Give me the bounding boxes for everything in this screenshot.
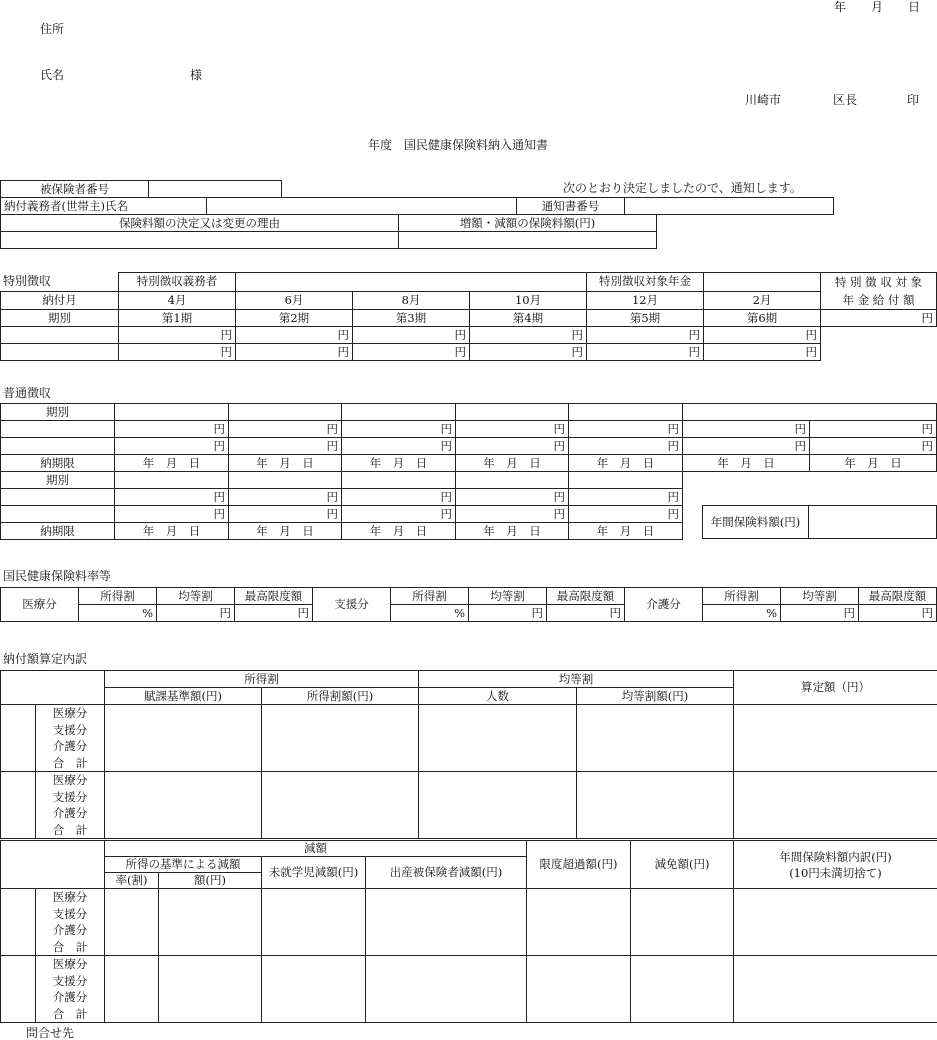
exemption-header: 減免額(円) (631, 841, 734, 889)
ordinary-period-cell[interactable] (229, 472, 342, 489)
breakdown-item-list: 医療分 支援分 介護分 合 計 (36, 772, 105, 839)
reduction-cell[interactable] (527, 889, 631, 956)
equal-rate-label: 均等割 (157, 588, 235, 605)
annual-total-table (702, 505, 937, 539)
pension-label: 特別徴収対象年金 (587, 273, 704, 292)
special-amount-cell[interactable]: 円 (704, 327, 821, 344)
rate-group-support: 支援分 (313, 588, 391, 622)
breakdown-cell[interactable] (419, 772, 577, 839)
payer-info-table (0, 197, 834, 215)
month-3: 8月 (353, 291, 470, 310)
income-rate-field[interactable]: % (391, 605, 469, 622)
reduction-cell[interactable] (105, 889, 159, 956)
maternity-reduction-header: 出産被保険者減額(円) (366, 857, 527, 889)
income-amount-header: 所得割額(円) (262, 688, 419, 705)
deadline-label: 納期限 (1, 455, 115, 472)
ordinary-amount-cell[interactable]: 円 (569, 438, 683, 455)
computed-header: 算定額（円） (734, 671, 937, 705)
reduction-cell[interactable] (159, 956, 262, 1023)
income-rate-label: 所得割 (703, 588, 781, 605)
deadline-date[interactable]: 年 月 日 (229, 523, 342, 540)
ward-chief-label: 区長 (833, 93, 858, 107)
breakdown-cell[interactable] (419, 705, 577, 772)
breakdown-row-marker (1, 705, 36, 772)
annual-pension-label: 特 別 徴 収 対 象 年 金 給 付 額 (821, 273, 937, 310)
special-period-label: 期別 (1, 310, 119, 327)
max-limit-field[interactable]: 円 (547, 605, 625, 622)
reason-label: 保険料額の決定又は変更の理由 (1, 215, 399, 232)
city-label: 川崎市 (745, 93, 782, 107)
special-amount-cell[interactable]: 円 (119, 327, 236, 344)
ordinary-amount-cell[interactable]: 円 (115, 506, 229, 523)
document-title: 年度 国民健康保険料納入通知書 (368, 138, 549, 152)
change-amount-label: 増額・減額の保険料額(円) (399, 215, 657, 232)
deadline-date[interactable]: 年 月 日 (342, 523, 456, 540)
breakdown-section-label: 納付額算定内訳 (3, 652, 88, 666)
income-rate-field[interactable]: % (703, 605, 781, 622)
assessment-base-header: 賦課基準額(円) (105, 688, 262, 705)
rate-group-care: 介護分 (625, 588, 703, 622)
ordinary-amount-cell[interactable]: 円 (342, 489, 456, 506)
ordinary-amount-cell[interactable]: 円 (115, 438, 229, 455)
period-2: 第2期 (236, 310, 353, 327)
ordinary-period-cell[interactable] (115, 404, 229, 421)
month-2: 6月 (236, 291, 353, 310)
notice-number-label: 通知書番号 (517, 198, 625, 215)
special-amount-cell[interactable]: 円 (236, 327, 353, 344)
ordinary-period-label-2: 期別 (1, 472, 115, 489)
breakdown-table-lower (0, 840, 937, 1023)
ordinary-amount-cell[interactable]: 円 (569, 506, 683, 523)
ordinary-amount-cell[interactable]: 円 (569, 421, 683, 438)
reduction-cell[interactable] (262, 956, 366, 1023)
preschool-reduction-header: 未就学児減額(円) (262, 857, 366, 889)
special-amount-cell[interactable]: 円 (470, 344, 587, 361)
deadline-date[interactable]: 年 月 日 (810, 455, 937, 472)
breakdown-cell[interactable] (262, 705, 419, 772)
period-4: 第4期 (470, 310, 587, 327)
rates-section-label: 国民健康保険料率等 (3, 569, 112, 583)
ordinary-period-cell[interactable] (683, 404, 937, 421)
special-amount-cell[interactable]: 円 (470, 327, 587, 344)
breakdown-row-marker (1, 956, 36, 1023)
deadline-date[interactable]: 年 月 日 (683, 455, 810, 472)
breakdown-cell[interactable] (105, 705, 262, 772)
special-row-label (1, 344, 119, 361)
max-limit-label: 最高限度額 (859, 588, 937, 605)
rates-table (0, 587, 937, 622)
honorific-label: 様 (190, 68, 203, 82)
obligor-field[interactable] (236, 273, 587, 292)
special-amount-cell[interactable]: 円 (587, 327, 704, 344)
breakdown-row-marker (1, 889, 36, 956)
rate-group-medical: 医療分 (1, 588, 79, 622)
date-year-label: 年 (834, 0, 847, 14)
period-5: 第5期 (587, 310, 704, 327)
deadline-date[interactable]: 年 月 日 (456, 455, 569, 472)
breakdown-cell[interactable] (734, 705, 937, 772)
income-rate-label: 所得割 (79, 588, 157, 605)
reduction-cell[interactable] (734, 956, 937, 1023)
special-row-label (1, 327, 119, 344)
ordinary-amount-cell[interactable]: 円 (342, 421, 456, 438)
deadline-label-2: 納期限 (1, 523, 115, 540)
notice-number-field[interactable] (625, 198, 834, 215)
contact-label: 問合せ先 (26, 1026, 75, 1040)
ordinary-amount-cell[interactable]: 円 (342, 438, 456, 455)
notice-message: 次のとおり決定しましたので、通知します。 (563, 181, 802, 195)
reduction-header: 減額 (105, 841, 527, 857)
ordinary-amount-cell[interactable]: 円 (456, 438, 569, 455)
deadline-date[interactable]: 年 月 日 (115, 455, 229, 472)
reduction-corner (1, 841, 105, 889)
ordinary-period-cell[interactable] (342, 472, 456, 489)
ordinary-amount-cell[interactable]: 円 (456, 489, 569, 506)
name-label: 氏名 (40, 68, 65, 82)
ordinary-period-cell[interactable] (456, 472, 569, 489)
max-limit-field[interactable]: 円 (859, 605, 937, 622)
ordinary-amount-cell[interactable]: 円 (683, 438, 810, 455)
equal-group-header: 均等割 (419, 671, 734, 688)
income-based-reduction-header: 所得の基準による減額 (105, 857, 262, 873)
ordinary-row-label (1, 421, 115, 438)
ordinary-row-label (1, 489, 115, 506)
breakdown-table-upper (0, 670, 937, 839)
insured-number-table (0, 180, 282, 198)
reduction-cell[interactable] (366, 956, 527, 1023)
ordinary-amount-cell[interactable]: 円 (456, 506, 569, 523)
month-1: 4月 (119, 291, 236, 310)
equal-rate-field[interactable]: 円 (157, 605, 235, 622)
annual-total-label: 年間保険料額(円) (703, 506, 809, 539)
ordinary-amount-cell[interactable]: 円 (229, 506, 342, 523)
special-amount-cell[interactable]: 円 (704, 344, 821, 361)
annual-breakdown-header: 年間保険料額内訳(円) (10円未満切捨て) (734, 841, 937, 889)
reduction-cell[interactable] (159, 889, 262, 956)
excess-header: 限度超過額(円) (527, 841, 631, 889)
deadline-date[interactable]: 年 月 日 (569, 455, 683, 472)
payment-month-label: 納付月 (1, 291, 119, 310)
ordinary-amount-cell[interactable]: 円 (810, 438, 937, 455)
breakdown-item-list: 医療分 支援分 介護分 合 計 (36, 889, 105, 956)
special-amount-cell[interactable]: 円 (236, 344, 353, 361)
max-limit-field[interactable]: 円 (235, 605, 313, 622)
change-amount-field[interactable] (399, 232, 657, 249)
equal-amount-header: 均等割額(円) (577, 688, 734, 705)
date-day-label: 日 (908, 0, 921, 14)
amount-header: 額(円) (159, 873, 262, 889)
ordinary-period-cell[interactable] (569, 472, 683, 489)
breakdown-item-list: 医療分 支援分 介護分 合 計 (36, 956, 105, 1023)
ordinary-amount-cell[interactable]: 円 (229, 438, 342, 455)
special-collection-table (0, 272, 937, 361)
equal-rate-label: 均等割 (469, 588, 547, 605)
ordinary-period-cell[interactable] (569, 404, 683, 421)
period-1: 第1期 (119, 310, 236, 327)
ordinary-period-cell[interactable] (342, 404, 456, 421)
period-3: 第3期 (353, 310, 470, 327)
deadline-date[interactable]: 年 月 日 (456, 523, 569, 540)
reduction-cell[interactable] (527, 956, 631, 1023)
obligor-label: 特別徴収義務者 (119, 273, 236, 292)
special-amount-cell[interactable]: 円 (353, 344, 470, 361)
reason-table (0, 214, 657, 249)
ordinary-amount-cell[interactable]: 円 (342, 506, 456, 523)
breakdown-item-list: 医療分 支援分 介護分 合 計 (36, 705, 105, 772)
ordinary-row-label (1, 506, 115, 523)
breakdown-corner (1, 671, 105, 705)
reduction-cell[interactable] (366, 889, 527, 956)
payer-name-field[interactable] (207, 198, 517, 215)
month-5: 12月 (587, 291, 704, 310)
reduction-cell[interactable] (734, 889, 937, 956)
ordinary-amount-cell[interactable]: 円 (115, 421, 229, 438)
month-6: 2月 (704, 291, 821, 310)
special-amount-cell[interactable]: 円 (353, 327, 470, 344)
ordinary-collection-label: 普通徴収 (3, 386, 52, 400)
reduction-cell[interactable] (262, 889, 366, 956)
annual-total-field[interactable] (809, 506, 937, 539)
equal-rate-label: 均等割 (781, 588, 859, 605)
persons-header: 人数 (419, 688, 577, 705)
ordinary-period-cell[interactable] (456, 404, 569, 421)
breakdown-cell[interactable] (105, 772, 262, 839)
reduction-cell[interactable] (105, 956, 159, 1023)
month-4: 10月 (470, 291, 587, 310)
equal-rate-field[interactable]: 円 (781, 605, 859, 622)
ordinary-amount-cell[interactable]: 円 (683, 421, 810, 438)
ordinary-amount-cell[interactable]: 円 (229, 421, 342, 438)
ordinary-amount-cell[interactable]: 円 (569, 489, 683, 506)
date-month-label: 月 (871, 0, 884, 14)
deadline-date[interactable]: 年 月 日 (342, 455, 456, 472)
rate-header: 率(割) (105, 873, 159, 889)
ordinary-amount-cell[interactable]: 円 (115, 489, 229, 506)
insured-number-field[interactable] (149, 181, 282, 198)
reduction-cell[interactable] (631, 889, 734, 956)
breakdown-cell[interactable] (262, 772, 419, 839)
max-limit-label: 最高限度額 (235, 588, 313, 605)
payer-name-label: 納付義務者(世帯主)氏名 (1, 198, 207, 215)
annual-pension-amount[interactable]: 円 (821, 310, 937, 327)
special-amount-cell[interactable]: 円 (119, 344, 236, 361)
breakdown-row-marker (1, 772, 36, 839)
special-amount-cell[interactable]: 円 (587, 344, 704, 361)
breakdown-cell[interactable] (734, 772, 937, 839)
deadline-date[interactable]: 年 月 日 (569, 523, 683, 540)
ordinary-amount-cell[interactable]: 円 (456, 421, 569, 438)
insured-number-label: 被保険者番号 (1, 181, 149, 198)
address-label: 住所 (40, 22, 65, 36)
max-limit-label: 最高限度額 (547, 588, 625, 605)
ordinary-amount-cell[interactable]: 円 (810, 421, 937, 438)
breakdown-cell[interactable] (577, 705, 734, 772)
deadline-date[interactable]: 年 月 日 (229, 455, 342, 472)
reduction-cell[interactable] (631, 956, 734, 1023)
equal-rate-field[interactable]: 円 (469, 605, 547, 622)
income-rate-label: 所得割 (391, 588, 469, 605)
ordinary-period-cell[interactable] (229, 404, 342, 421)
deadline-date[interactable]: 年 月 日 (115, 523, 229, 540)
breakdown-cell[interactable] (577, 772, 734, 839)
ordinary-row-label (1, 438, 115, 455)
reason-field[interactable] (1, 232, 399, 249)
income-rate-field[interactable]: % (79, 605, 157, 622)
income-group-header: 所得割 (105, 671, 419, 688)
seal-label: 印 (907, 93, 920, 107)
ordinary-amount-cell[interactable]: 円 (229, 489, 342, 506)
period-6: 第6期 (704, 310, 821, 327)
pension-field[interactable] (704, 273, 821, 292)
ordinary-period-cell[interactable] (115, 472, 229, 489)
ordinary-period-label: 期別 (1, 404, 115, 421)
special-collection-label: 特別徴収 (3, 274, 52, 288)
